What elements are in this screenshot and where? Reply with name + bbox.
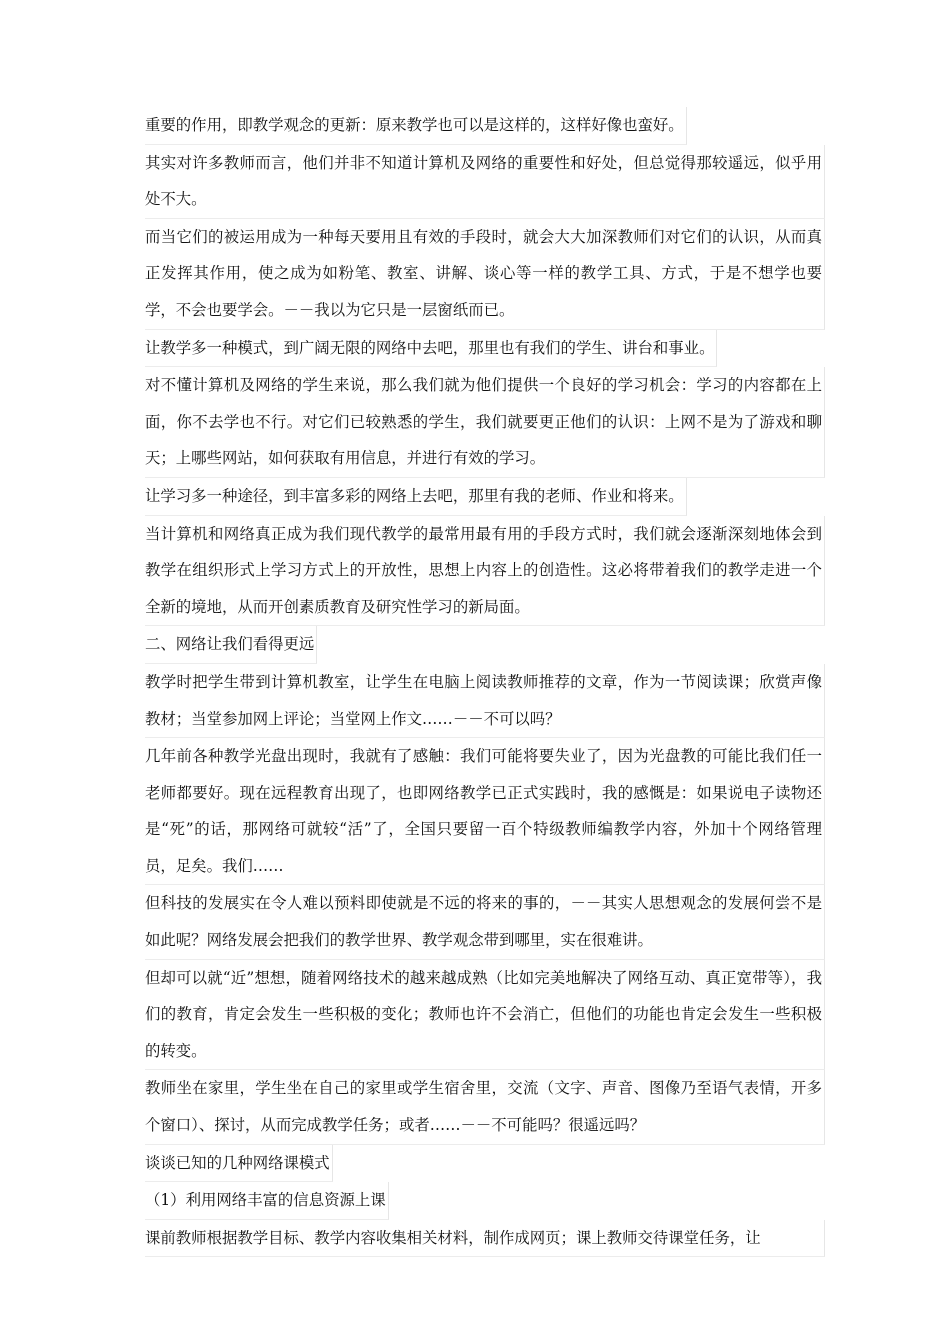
paragraph: 让教学多一种模式，到广阔无限的网络中去吧，那里也有我们的学生、讲台和事业。 <box>145 330 717 368</box>
paragraph: 几年前各种教学光盘出现时，我就有了感触：我们可能将要失业了，因为光盘教的可能比我们任一老师都要好。现在远程教育出现了，也即网络教学已正式实践时，我的感慨是：如果说电子读物还是“死”的话，那网络可就较“活”了，全国只要留一百个特级教师编教学内容，外加十个网络管理员，足矣。我们…… <box>145 738 825 885</box>
paragraph: 而当它们的被运用成为一种每天要用且有效的手段时，就会大大加深教师们对它们的认识，从而真正发挥其作用，使之成为如粉笔、教室、讲解、谈心等一样的教学工具、方式，于是不想学也要学，不会也要学会。－－我以为它只是一层窗纸而已。 <box>145 219 825 330</box>
section-heading: 二、网络让我们看得更远 <box>145 626 317 664</box>
paragraph: 教师坐在家里，学生坐在自己的家里或学生宿舍里，交流（文字、声音、图像乃至语气表情，开多个窗口）、探讨，从而完成教学任务；或者……－－不可能吗？很遥远吗？ <box>145 1070 825 1144</box>
paragraph: 让学习多一种途径，到丰富多彩的网络上去吧，那里有我的老师、作业和将来。 <box>145 478 687 516</box>
list-item-heading: （1）利用网络丰富的信息资源上课 <box>145 1182 389 1220</box>
subsection-heading: 谈谈已知的几种网络课模式 <box>145 1145 333 1183</box>
paragraph: 重要的作用，即教学观念的更新：原来教学也可以是这样的，这样好像也蛮好。 <box>145 107 687 145</box>
paragraph: 对不懂计算机及网络的学生来说，那么我们就为他们提供一个良好的学习机会：学习的内容都在上面，你不去学也不行。对它们已较熟悉的学生，我们就要更正他们的认识：上网不是为了游戏和聊天；上哪些网站，如何获取有用信息，并进行有效的学习。 <box>145 367 825 478</box>
paragraph: 当计算机和网络真正成为我们现代教学的最常用最有用的手段方式时，我们就会逐渐深刻地体会到教学在组织形式上学习方式上的开放性，思想上内容上的创造性。这必将带着我们的教学走进一个全新的境地，从而开创素质教育及研究性学习的新局面。 <box>145 516 825 627</box>
document-body <box>145 107 825 1257</box>
paragraph: 课前教师根据教学目标、教学内容收集相关材料，制作成网页；课上教师交待课堂任务，让 <box>145 1220 825 1258</box>
paragraph: 但却可以就“近”想想，随着网络技术的越来越成熟（比如完美地解决了网络互动、真正宽带等），我们的教育，肯定会发生一些积极的变化；教师也许不会消亡，但他们的功能也肯定会发生一些积极的转变。 <box>145 960 825 1071</box>
paragraph: 教学时把学生带到计算机教室，让学生在电脑上阅读教师推荐的文章，作为一节阅读课；欣赏声像教材；当堂参加网上评论；当堂网上作文……－－不可以吗？ <box>145 664 825 738</box>
paragraph: 其实对许多教师而言，他们并非不知道计算机及网络的重要性和好处，但总觉得那较遥远，似乎用处不大。 <box>145 145 825 219</box>
paragraph: 但科技的发展实在令人难以预料即使就是不远的将来的事的，－－其实人思想观念的发展何尝不是如此呢？网络发展会把我们的教学世界、教学观念带到哪里，实在很难讲。 <box>145 885 825 959</box>
